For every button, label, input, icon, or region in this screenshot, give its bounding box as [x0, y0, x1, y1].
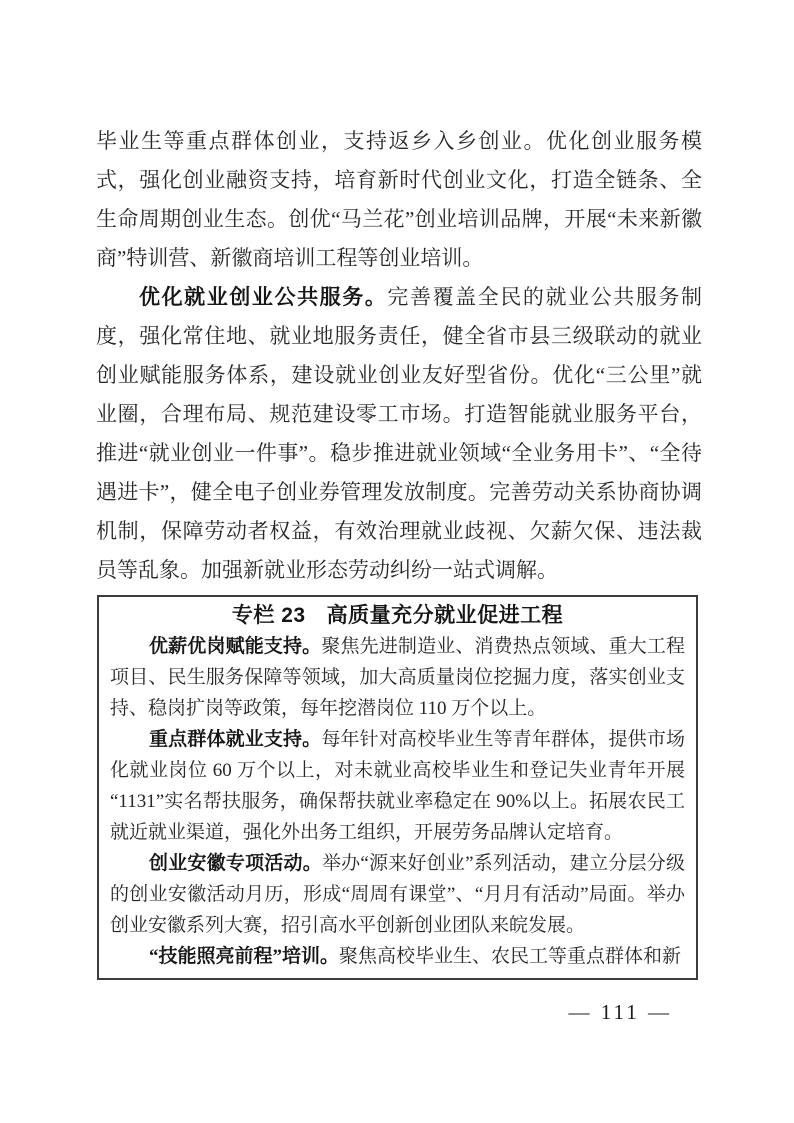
column-box-title: [110, 600, 685, 631]
body-paragraph-2: [96, 278, 702, 590]
document-body: [96, 122, 702, 980]
column-box-heading: 高质量充分就业促进工程: [326, 604, 564, 627]
column-box-label: 专栏 23: [231, 604, 306, 627]
box-paragraph-text: 举办“源来好创业”系列活动，建立分层分级的创业安徽活动月历，形成“周周有课堂”、“月月有活动”局面。举办创业安徽系列大赛，招引高水平创新创业团队来皖发展。: [110, 853, 685, 936]
body-paragraph-1: [96, 122, 702, 278]
box-paragraph-text: 聚焦高校毕业生、农民工等重点群体和新: [339, 946, 682, 967]
box-paragraph-1: [110, 631, 685, 724]
box-paragraph-3: [110, 848, 685, 941]
paragraph-text: 完善覆盖全民的就业公共服务制度，强化常住地、就业地服务责任，健全省市县三级联动的就业创业赋能服务体系，建设就业创业友好型省份。优化“三公里”就业圈，合理布局、规范建设零工市场。打造智能就业服务平台，推进“就业创业一件事”。稳步推进就业领域“全业务用卡”、“全待遇进卡”，健全电子创业券管理发放制度。完善劳动关系协商协调机制，保障劳动者权益，有效治理就业歧视、欠薪欠保、违法裁员等乱象。加强新就业形态劳动纠纷一站式调解。: [96, 285, 703, 582]
box-paragraph-4: [110, 941, 685, 972]
box-paragraph-text: 每年针对高校毕业生等青年群体，提供市场化就业岗位 60 万个以上，对未就业高校毕业生和登记失业青年开展“1131”实名帮扶服务，确保帮扶就业率稳定在 90%以上。拓展农民工就近就业渠道，强化外出务工组织，开展劳务品牌认定培育。: [110, 729, 685, 843]
paragraph-lead: 优化就业创业公共服务。: [139, 285, 388, 309]
box-paragraph-text: 聚焦先进制造业、消费热点领域、重大工程项目、民生服务保障等领域，加大高质量岗位挖掘力度，落实创业支持、稳岗扩岗等政策，每年挖潜岗位 110 万个以上。: [110, 636, 685, 719]
box-paragraph-lead: 创业安徽专项活动。: [149, 853, 322, 874]
paragraph-text: 毕业生等重点群体创业，支持返乡入乡创业。优化创业服务模式，强化创业融资支持，培育新时代创业文化，打造全链条、全生命周期创业生态。创优“马兰花”创业培训品牌，开展“未来新徽商”特训营、新徽商培训工程等创业培训。: [96, 129, 702, 270]
box-paragraph-lead: 优薪优岗赋能支持。: [149, 636, 322, 657]
column-box-23: [97, 595, 698, 980]
page-number: — 111 —: [568, 1000, 672, 1024]
box-paragraph-lead: 重点群体就业支持。: [149, 729, 322, 750]
box-paragraph-lead: “技能照亮前程”培训。: [149, 946, 340, 967]
box-paragraph-2: [110, 724, 685, 848]
